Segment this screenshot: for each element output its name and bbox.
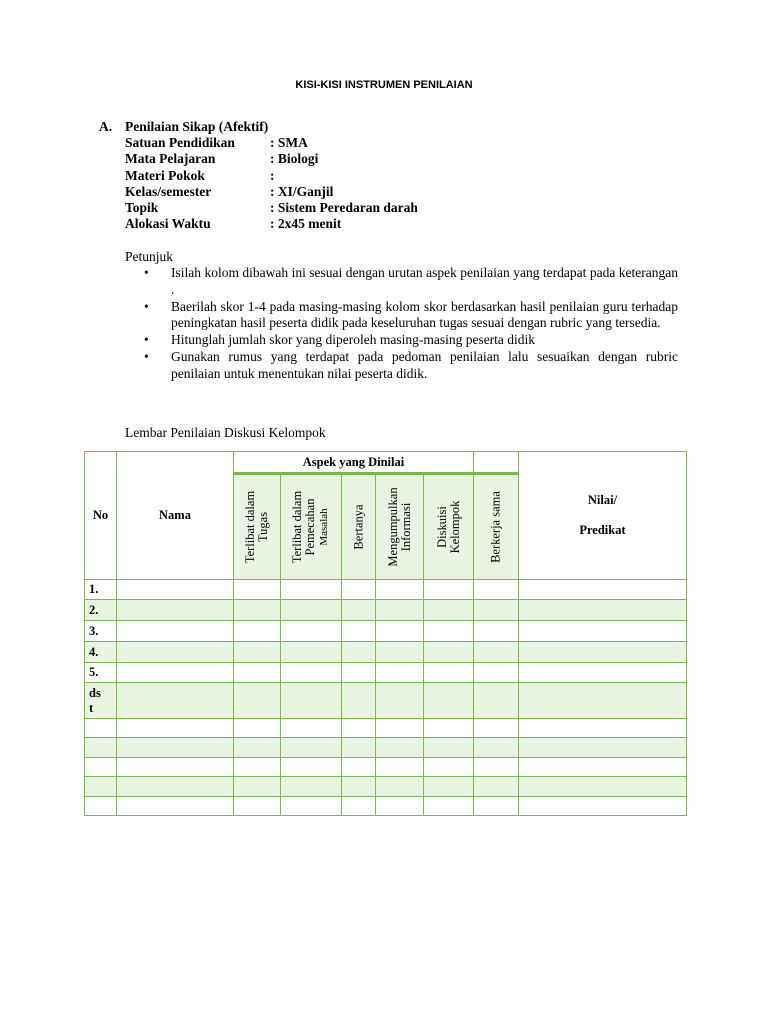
list-item <box>144 299 678 332</box>
table-cell[interactable] <box>519 683 687 719</box>
table-cell[interactable] <box>519 797 687 816</box>
table-row <box>85 797 687 816</box>
table-cell[interactable] <box>519 600 687 621</box>
table-cell[interactable] <box>342 738 376 758</box>
table-cell[interactable] <box>234 580 281 600</box>
table-cell[interactable] <box>85 777 117 797</box>
table-cell[interactable] <box>519 621 687 642</box>
aspect-label: Mengumpulkan <box>385 487 400 567</box>
instructions-list <box>144 265 678 383</box>
table-cell[interactable] <box>474 738 519 758</box>
table-cell[interactable] <box>85 758 117 777</box>
table-cell[interactable] <box>474 777 519 797</box>
table-cell[interactable] <box>117 738 234 758</box>
table-cell[interactable] <box>117 758 234 777</box>
table-cell[interactable] <box>234 738 281 758</box>
table-cell[interactable] <box>376 642 424 663</box>
table-cell[interactable] <box>376 580 424 600</box>
table-cell[interactable] <box>117 642 234 663</box>
info-block <box>125 135 525 233</box>
table-cell[interactable] <box>234 758 281 777</box>
aspect-header <box>376 474 424 580</box>
table-cell[interactable] <box>376 797 424 816</box>
table-cell[interactable] <box>342 777 376 797</box>
table-cell[interactable] <box>474 621 519 642</box>
instruction-text: Gunakan rumus yang terdapat pada pedoman penilaian lalu sesuaikan dengan rubric penilaian untuk menentukan nilai peserta didik. <box>171 349 678 382</box>
table-cell[interactable] <box>342 600 376 621</box>
table-cell[interactable] <box>424 719 474 738</box>
table-cell[interactable] <box>342 642 376 663</box>
table-cell[interactable] <box>342 663 376 683</box>
table-cell[interactable] <box>281 797 342 816</box>
table-cell[interactable] <box>474 683 519 719</box>
table-cell[interactable] <box>424 663 474 683</box>
table-cell[interactable] <box>519 738 687 758</box>
table-cell[interactable] <box>281 580 342 600</box>
aspect-label: Terlibat dalam <box>290 490 304 564</box>
table-cell[interactable] <box>117 621 234 642</box>
table-cell[interactable] <box>234 663 281 683</box>
info-row <box>125 135 525 151</box>
table-cell[interactable] <box>234 797 281 816</box>
nilai-line1: Nilai/ <box>587 493 618 507</box>
aspect-header <box>424 474 474 580</box>
table-cell[interactable] <box>117 797 234 816</box>
table-cell[interactable] <box>376 777 424 797</box>
table-cell[interactable] <box>281 777 342 797</box>
table-cell[interactable] <box>474 600 519 621</box>
table-cell[interactable] <box>281 621 342 642</box>
row-number <box>85 683 117 719</box>
aspect-header <box>281 474 342 580</box>
table-row <box>85 719 687 738</box>
table-row <box>85 758 687 777</box>
table-cell[interactable] <box>474 663 519 683</box>
instructions-label: Petunjuk <box>125 249 174 264</box>
table-cell[interactable] <box>376 758 424 777</box>
info-value: : <box>270 167 275 183</box>
table-cell[interactable] <box>281 719 342 738</box>
table-cell[interactable] <box>474 719 519 738</box>
section-letter: A. <box>99 119 113 134</box>
table-cell[interactable] <box>424 683 474 719</box>
aspect-label: Pemecahan <box>303 498 317 556</box>
table-row <box>85 600 687 621</box>
table-cell[interactable] <box>376 600 424 621</box>
table-cell[interactable] <box>519 758 687 777</box>
row-number: 5. <box>85 663 117 683</box>
instruction-text: Hitunglah jumlah skor yang diperoleh masing-masing peserta didik <box>171 332 536 348</box>
sheet-title: Lembar Penilaian Diskusi Kelompok <box>125 425 326 440</box>
table-cell[interactable] <box>117 600 234 621</box>
table-cell[interactable] <box>424 758 474 777</box>
column-header-no: No <box>85 452 117 580</box>
table-cell[interactable] <box>281 758 342 777</box>
row-number: 2. <box>85 600 117 621</box>
table-cell[interactable] <box>117 663 234 683</box>
table-cell[interactable] <box>117 580 234 600</box>
table-cell[interactable] <box>424 797 474 816</box>
aspect-label: Tugas <box>256 511 270 543</box>
table-cell[interactable] <box>424 777 474 797</box>
aspect-header <box>474 474 519 580</box>
aspect-label: Diskuisi <box>434 506 449 548</box>
table-cell[interactable] <box>424 642 474 663</box>
table-cell[interactable] <box>281 663 342 683</box>
dst-line1: ds <box>89 685 101 700</box>
page-title: KISI-KISI INSTRUMEN PENILAIAN <box>295 79 473 91</box>
table-cell[interactable] <box>117 777 234 797</box>
assessment-table <box>84 451 687 816</box>
instruction-text: Baerilah skor 1-4 pada masing-masing kolom skor berdasarkan hasil penilaian guru terhadap peningkatan hasil peserta didik pada keseluruhan tugas sesuai dengan rubric yang tersedia. <box>171 298 678 331</box>
table-cell[interactable] <box>281 600 342 621</box>
info-label: Satuan Pendidikan <box>125 135 235 150</box>
section-title: Penilaian Sikap (Afektif) <box>125 119 269 134</box>
table-cell[interactable] <box>117 683 234 719</box>
list-item <box>144 332 678 349</box>
aspect-label: Kelompok <box>447 500 462 554</box>
info-value: : 2x45 menit <box>270 216 342 232</box>
table-cell[interactable] <box>519 663 687 683</box>
table-cell[interactable] <box>376 738 424 758</box>
nilai-line2: Predikat <box>579 523 626 537</box>
aspect-header <box>234 474 281 580</box>
table-cell[interactable] <box>474 758 519 777</box>
table-row <box>85 738 687 758</box>
table-cell[interactable] <box>376 683 424 719</box>
bullet-icon: • <box>144 265 149 280</box>
table-cell[interactable] <box>519 642 687 663</box>
table-cell[interactable] <box>519 580 687 600</box>
info-row <box>125 216 525 232</box>
info-value: : Biologi <box>270 151 319 167</box>
info-row <box>125 168 525 184</box>
info-label: Kelas/semester <box>125 183 212 199</box>
table-cell[interactable] <box>474 797 519 816</box>
table-cell[interactable] <box>85 738 117 758</box>
table-cell[interactable] <box>234 600 281 621</box>
bullet-icon: • <box>144 349 149 365</box>
table-cell[interactable] <box>342 797 376 816</box>
table-cell[interactable] <box>85 719 117 738</box>
table-cell[interactable] <box>376 719 424 738</box>
column-header-nilai <box>519 452 687 580</box>
info-row <box>125 184 525 200</box>
bullet-icon: • <box>144 332 149 348</box>
table-row <box>85 621 687 642</box>
table-cell[interactable] <box>424 738 474 758</box>
table-cell[interactable] <box>342 683 376 719</box>
row-number: 1. <box>85 580 117 600</box>
info-label: Mata Pelajaran <box>125 151 216 167</box>
list-item <box>144 349 678 382</box>
info-row <box>125 200 525 216</box>
table-row <box>85 683 687 719</box>
table-cell[interactable] <box>117 719 234 738</box>
table-cell[interactable] <box>474 642 519 663</box>
aspect-label: Bertanya <box>351 504 365 550</box>
info-value: : SMA <box>270 135 308 150</box>
table-cell[interactable] <box>234 777 281 797</box>
instruction-text: Isilah kolom dibawah ini sesuai dengan urutan aspek penilaian yang terdapat pada keterangan . <box>171 265 678 297</box>
table-cell[interactable] <box>424 580 474 600</box>
info-value: : Sistem Peredaran darah <box>270 200 418 216</box>
row-number: 3. <box>85 621 117 642</box>
table-cell[interactable] <box>281 683 342 719</box>
table-cell[interactable] <box>376 663 424 683</box>
column-header-aspek: Aspek yang Dinilai <box>234 452 474 474</box>
table-row <box>85 642 687 663</box>
table-cell[interactable] <box>376 621 424 642</box>
info-label: Topik <box>125 200 159 216</box>
table-cell[interactable] <box>424 600 474 621</box>
dst-line2: t <box>89 700 94 715</box>
table-cell[interactable] <box>281 642 342 663</box>
table-cell[interactable] <box>519 777 687 797</box>
info-value: : XI/Ganjil <box>270 183 334 199</box>
info-label: Alokasi Waktu <box>125 216 211 232</box>
table-cell[interactable] <box>234 719 281 738</box>
table-row <box>85 777 687 797</box>
table-row <box>85 580 687 600</box>
table-cell[interactable] <box>519 719 687 738</box>
table-cell[interactable] <box>342 758 376 777</box>
info-label: Materi Pokok <box>125 167 205 183</box>
table-cell[interactable] <box>342 719 376 738</box>
table-cell[interactable] <box>474 580 519 600</box>
table-cell[interactable] <box>85 797 117 816</box>
aspect-label: Berkerja sama <box>488 491 503 563</box>
aspect-label: Informasi <box>398 502 413 552</box>
table-cell[interactable] <box>424 621 474 642</box>
row-number: 4. <box>85 642 117 663</box>
column-header-blank <box>474 452 519 474</box>
aspect-label: Terlibat dalam <box>243 490 257 564</box>
aspect-label: Masalah <box>318 508 330 546</box>
aspect-header <box>342 474 376 580</box>
column-header-nama: Nama <box>117 452 234 580</box>
bullet-icon: • <box>144 298 149 314</box>
table-cell[interactable] <box>234 642 281 663</box>
table-cell[interactable] <box>281 738 342 758</box>
list-item <box>144 265 678 298</box>
info-row <box>125 151 525 167</box>
table-cell[interactable] <box>234 621 281 642</box>
table-row <box>85 663 687 683</box>
table-cell[interactable] <box>342 580 376 600</box>
table-cell[interactable] <box>234 683 281 719</box>
table-cell[interactable] <box>342 621 376 642</box>
